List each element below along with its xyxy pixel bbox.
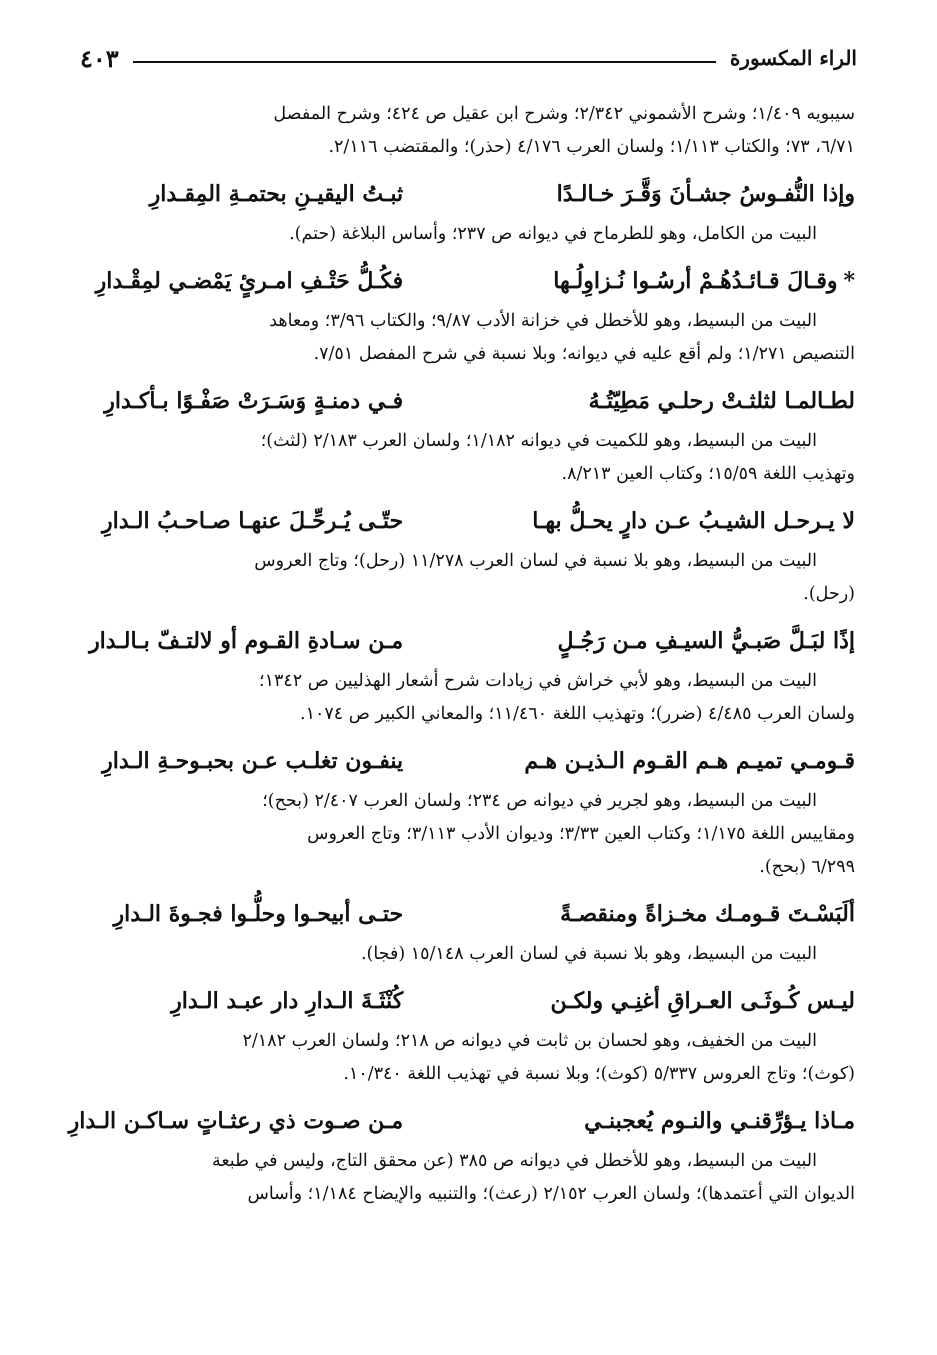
verse (76, 977, 855, 1025)
hemistich-text: إذًا لبَـلَّ صَبـيُّ السيـفِ مـن رَجُـلٍ (557, 628, 855, 654)
entry-3 (76, 377, 855, 491)
page-number: ٤٠٣ (80, 43, 119, 73)
verse-second-hemistich: مـن سـادةِ القـوم أو لالتـفّ بـالـدار (89, 628, 404, 654)
verse-second-hemistich: فكُـلُّ حَتْـفِ امـرئٍ يَمْضـي لمِقْـدارِ (95, 268, 404, 294)
verse-second-hemistich: مـن صـوت ذي رعثـاتٍ سـاكـن الـدارِ (68, 1108, 404, 1134)
verse-second-hemistich: فـي دمنـةٍ وَسَـرَتْ صَفْـوًا بـأكـدارِ (104, 388, 404, 414)
entry-5 (76, 617, 855, 731)
note-line: البيت من البسيط، وهو لجرير في ديوانه ص ٢٣٤؛ ولسان العرب ٢/٤٠٧ (بحح)؛ (262, 791, 817, 811)
note-line: ٦/٢٩٩ (بحح). (759, 857, 855, 877)
entry-9 (68, 1097, 855, 1211)
verse (76, 890, 855, 938)
page-body (68, 98, 855, 1217)
verse-first-hemistich (434, 377, 855, 425)
entry-4 (76, 497, 855, 611)
note-line: البيت من البسيط، وهو لأبي خراش في زيادات شرح أشعار الهذليين ص ١٣٤٢؛ (259, 671, 817, 691)
entry-1 (76, 170, 855, 251)
verse-second-hemistich: كُنْثَـةَ الـدارِ دار عبـد الـدارِ (171, 988, 404, 1014)
hemistich-text: ليـس كُـوثَـى العـراقِ أغنِـي ولكـن (550, 988, 855, 1014)
hemistich-text: قـومـي تميـم هـم القـوم الـذيـن هـم (524, 748, 855, 774)
note-line: ٦/٧١، ٧٣؛ والكتاب ١/١١٣؛ ولسان العرب ٤/١٧٦ (حذر)؛ والمقتضب ٢/١١٦. (328, 137, 855, 157)
hemistich-text: ألَبَسْـتَ قـومـك مخـزاةً ومنقصـةً (560, 901, 855, 927)
note-line: ولسان العرب ٤/٤٨٥ (ضرر)؛ وتهذيب اللغة ١١/٤٦٠؛ والمعاني الكبير ص ١٠٧٤. (299, 704, 855, 724)
note-line: التنصيص ١/٢٧١؛ ولم أقع عليه في ديوانه؛ وبلا نسبة في شرح المفصل ٧/٥١. (313, 344, 855, 364)
page-header (80, 38, 857, 78)
entry-2 (76, 257, 855, 371)
entry-6 (76, 737, 855, 884)
header-rule (133, 61, 716, 63)
verse-first-hemistich (434, 977, 855, 1025)
hemistich-text: مـاذا يـؤرِّقنـي والنـوم يُعجبنـي (584, 1108, 855, 1134)
verse (76, 257, 855, 305)
verse-first-hemistich (434, 497, 855, 545)
note-line: البيت من البسيط، وهو بلا نسبة في لسان العرب ١١/٢٧٨ (رحل)؛ وتاج العروس (254, 551, 817, 571)
verse (76, 170, 855, 218)
note-line: (رحل). (803, 584, 855, 604)
note-line: (كوث)؛ وتاج العروس ٥/٣٣٧ (كوث)؛ وبلا نسبة في تهذيب اللغة ١٠/٣٤٠. (343, 1064, 855, 1084)
hemistich-text: وقـالَ قـائـدُهُـمْ أرسُـوا نُـزاوِلُـها (553, 268, 838, 294)
verse-first-hemistich (434, 170, 855, 218)
verse-second-hemistich: ثبـتُ اليقيـنِ بحتمـةِ المِقـدارِ (149, 181, 404, 207)
verse-second-hemistich: حتـى أبيحـوا وحلُّـوا فجـوةَ الـدارِ (113, 901, 404, 927)
top-note (76, 98, 855, 164)
star-marker: * (843, 268, 855, 294)
verse-first-hemistich (434, 257, 855, 305)
note-line: سيبويه ١/٤٠٩؛ وشرح الأشموني ٢/٣٤٢؛ وشرح ابن عقيل ص ٤٢٤؛ وشرح المفصل (273, 104, 855, 124)
note-line: وتهذيب اللغة ١٥/٥٩؛ وكتاب العين ٨/٢١٣. (561, 464, 855, 484)
verse-first-hemistich (434, 1097, 855, 1145)
note-line: البيت من الكامل، وهو للطرماح في ديوانه ص ٢٣٧؛ وأساس البلاغة (حتم). (289, 224, 817, 244)
hemistich-text: لطـالمـا لثلثـتْ رحلـي مَطِيّتُـهُ (588, 388, 855, 414)
verse-first-hemistich (434, 617, 855, 665)
verse (76, 617, 855, 665)
entry-7 (76, 890, 855, 971)
verse-second-hemistich: ينفـون تغلـب عـن بحبـوحـةِ الـدارِ (102, 748, 404, 774)
note-line: البيت من البسيط، وهو بلا نسبة في لسان العرب ١٥/١٤٨ (فجا). (360, 944, 817, 964)
verse (76, 377, 855, 425)
note-line: الديوان التي أعتمدها)؛ ولسان العرب ٢/١٥٢ (رعث)؛ والتنبيه والإيضاح ١/١٨٤؛ وأساس (247, 1184, 855, 1204)
note-line: البيت من البسيط، وهو للأخطل في خزانة الأدب ٩/٨٧؛ والكتاب ٣/٩٦؛ ومعاهد (269, 311, 817, 331)
note-line: البيت من الخفيف، وهو لحسان بن ثابت في ديوانه ص ٢١٨؛ ولسان العرب ٢/١٨٢ (242, 1031, 817, 1051)
hemistich-text: لا يـرحـل الشيـبُ عـن دارٍ يحـلُّ بهـا (532, 508, 855, 534)
verse (76, 497, 855, 545)
verse-second-hemistich: حتّـى يُـرحِّـلَ عنهـا صـاحـبُ الـدارِ (102, 508, 404, 534)
verse-first-hemistich (434, 737, 855, 785)
hemistich-text: وإذا النُّفـوسُ جشـأنَ وَقَّـرَ خـالـدًا (556, 181, 855, 207)
verse (76, 737, 855, 785)
note-line: البيت من البسيط، وهو للأخطل في ديوانه ص ٣٨٥ (عن محقق التاج، وليس في طبعة (211, 1151, 817, 1171)
note-line: البيت من البسيط، وهو للكميت في ديوانه ١/١٨٢؛ ولسان العرب ٢/١٨٣ (لثث)؛ (260, 431, 817, 451)
verse (68, 1097, 855, 1145)
note-line: ومقاييس اللغة ١/١٧٥؛ وكتاب العين ٣/٣٣؛ وديوان الأدب ٣/١١٣؛ وتاج العروس (307, 824, 855, 844)
chapter-title: الراء المكسورة (729, 46, 857, 70)
entry-8 (76, 977, 855, 1091)
verse-first-hemistich (434, 890, 855, 938)
